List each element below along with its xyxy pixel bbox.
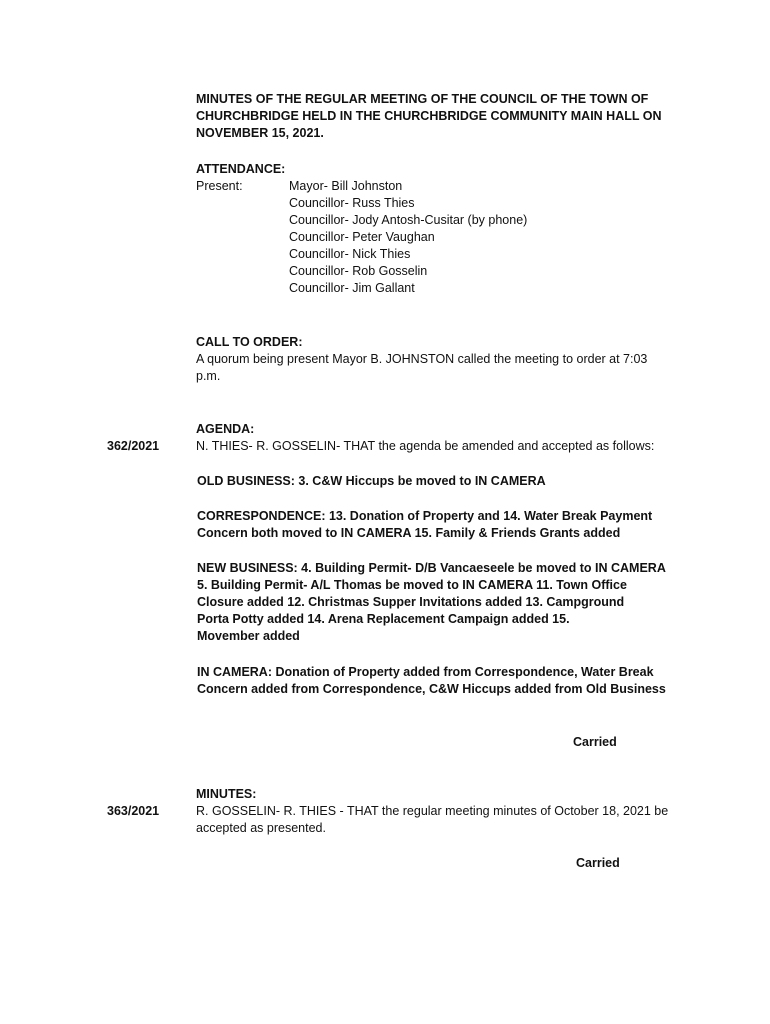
agenda-heading: AGENDA: — [196, 422, 255, 436]
minutes-motion-text — [196, 803, 676, 837]
new-business-line: 5. Building Permit- A/L Thomas be moved to IN CAMERA 11. Town Office — [197, 578, 627, 592]
attendee: Councillor- Jody Antosh-Cusitar (by phone) — [289, 213, 528, 227]
attendee: Mayor- Bill Johnston — [289, 179, 403, 193]
minutes-line: R. GOSSELIN- R. THIES - THAT the regular meeting minutes of October 18, 2021 be — [196, 804, 669, 818]
minutes-carried: Carried — [576, 856, 620, 870]
new-business-line: Closure added 12. Christmas Supper Invitations added 13. Campground — [197, 595, 625, 609]
attendee: Councillor- Russ Thies — [289, 196, 415, 210]
old-business-line: OLD BUSINESS: 3. C&W Hiccups be moved to IN CAMERA — [197, 474, 546, 488]
title-line: MINUTES OF THE REGULAR MEETING OF THE COUNCIL OF THE TOWN OF — [196, 92, 649, 106]
minutes-line: accepted as presented. — [196, 821, 326, 835]
agenda-motion-number: 362/2021 — [107, 439, 160, 453]
title-line: CHURCHBRIDGE HELD IN THE CHURCHBRIDGE COMMUNITY MAIN HALL ON — [196, 109, 662, 123]
minutes-heading: MINUTES: — [196, 787, 257, 801]
call-to-order-line: A quorum being present Mayor B. JOHNSTON called the meeting to order at 7:03 — [196, 352, 648, 366]
new-business-line: Movember added — [197, 629, 300, 643]
attendance-members — [289, 178, 527, 297]
minutes-motion-number: 363/2021 — [107, 804, 160, 818]
in-camera-block — [197, 664, 667, 698]
title-line: NOVEMBER 15, 2021. — [196, 126, 324, 140]
correspondence-block — [197, 508, 667, 542]
new-business-block — [197, 560, 667, 645]
attendee: Councillor- Jim Gallant — [289, 281, 415, 295]
agenda-carried: Carried — [573, 735, 617, 749]
call-to-order-line: p.m. — [196, 369, 221, 383]
correspondence-line: Concern both moved to IN CAMERA 15. Family & Friends Grants added — [197, 526, 621, 540]
agenda-motion-text: N. THIES- R. GOSSELIN- THAT the agenda be amended and accepted as follows: — [196, 439, 655, 453]
attendance-heading: ATTENDANCE: — [196, 162, 286, 176]
new-business-line: NEW BUSINESS: 4. Building Permit- D/B Vancaeseele be moved to IN CAMERA — [197, 561, 666, 575]
new-business-line: Porta Potty added 14. Arena Replacement Campaign added 15. — [197, 612, 570, 626]
call-to-order-text — [196, 351, 666, 385]
call-to-order-heading: CALL TO ORDER: — [196, 335, 303, 349]
old-business-block — [197, 473, 667, 490]
attendee: Councillor- Rob Gosselin — [289, 264, 428, 278]
document-title — [196, 91, 666, 142]
in-camera-line: Concern added from Correspondence, C&W Hiccups added from Old Business — [197, 682, 666, 696]
correspondence-line: CORRESPONDENCE: 13. Donation of Property and 14. Water Break Payment — [197, 509, 653, 523]
in-camera-line: IN CAMERA: Donation of Property added from Correspondence, Water Break — [197, 665, 654, 679]
attendee: Councillor- Nick Thies — [289, 247, 411, 261]
attendee: Councillor- Peter Vaughan — [289, 230, 435, 244]
present-label: Present: — [196, 179, 243, 193]
